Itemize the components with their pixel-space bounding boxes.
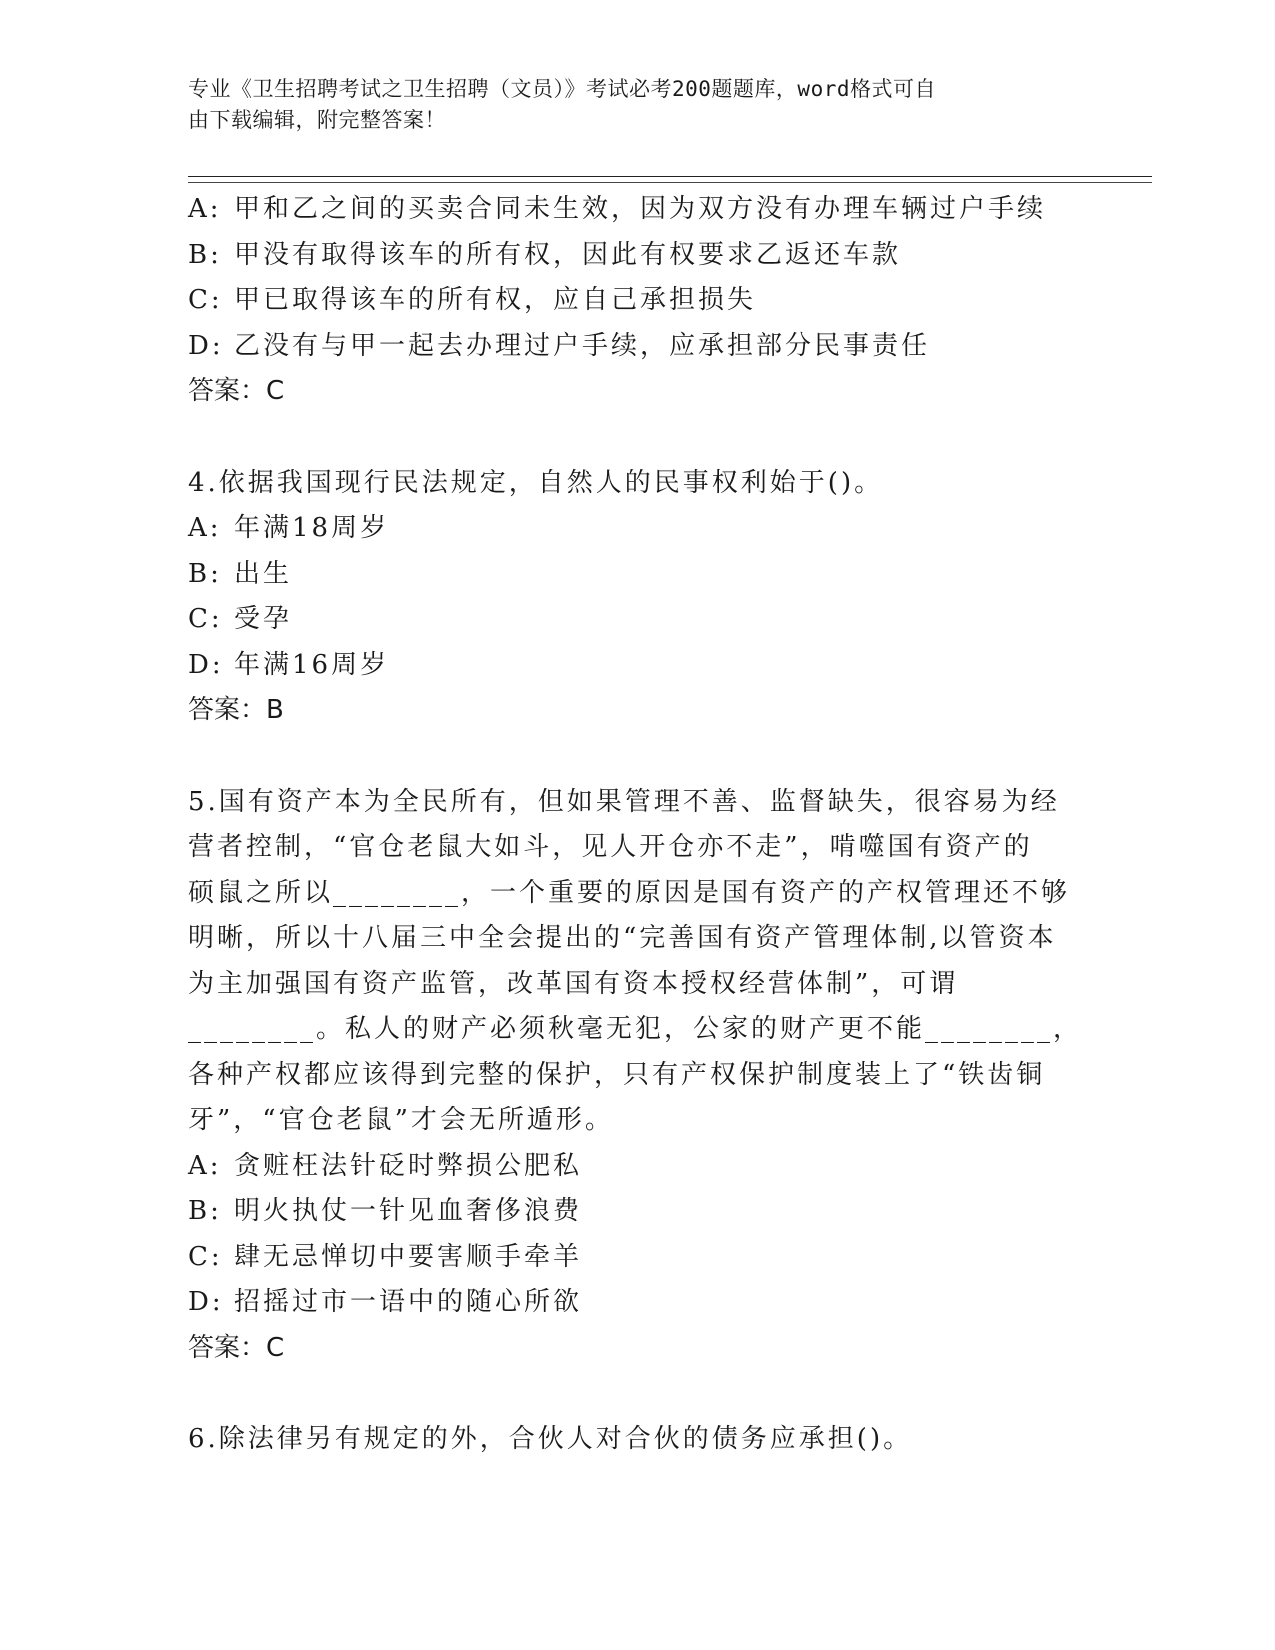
option-text: 甲已取得该车的所有权，应自己承担损失 — [234, 285, 757, 315]
header-line-1: 专业《卫生招聘考试之卫生招聘（文员）》考试必考200题题库，word格式可自 — [188, 77, 936, 101]
question-stem: 6.除法律另有规定的外，合伙人对合伙的债务应承担()。 — [188, 1424, 913, 1454]
header-rule-thin — [188, 182, 1152, 183]
question-stem-line: 营者控制，“官仓老鼠大如斗，见人开仓亦不走”，啃噬国有资产的 — [188, 832, 1033, 862]
question-stem-line: 5.国有资产本为全民所有，但如果管理不善、监督缺失，很容易为经 — [188, 786, 1060, 817]
option-b — [188, 552, 1068, 598]
option-a — [188, 1144, 1068, 1190]
option-b — [188, 233, 1068, 279]
option-text: 年满18周岁 — [234, 513, 390, 543]
answer: 答案：C — [188, 1332, 285, 1363]
question-stem-line: 牙”，“官仓老鼠”才会无所遁形。 — [188, 1105, 614, 1135]
option-c — [188, 1235, 1068, 1281]
option-letter: B: — [188, 558, 222, 589]
answer: 答案：C — [188, 376, 285, 406]
option-letter: B: — [188, 1196, 222, 1226]
option-letter: A: — [188, 1150, 222, 1181]
option-d — [188, 324, 1068, 370]
option-letter: A: — [188, 194, 222, 224]
question-4 — [188, 461, 1068, 734]
option-letter: C: — [188, 604, 223, 634]
document-header — [188, 74, 1068, 136]
question-stem: 4.依据我国现行民法规定，自然人的民事权利始于()。 — [188, 467, 884, 498]
document-content — [188, 187, 1083, 1463]
option-d — [188, 643, 1068, 689]
question-stem-line: 硕鼠之所以________，一个重要的原因是国有资产的产权管理还不够 — [188, 877, 1071, 908]
question-5 — [188, 780, 1083, 1372]
option-text: 贪赃枉法针砭时弊损公肥私 — [234, 1150, 583, 1181]
question-3 — [188, 187, 1068, 415]
header-rule-thick — [188, 176, 1152, 177]
option-c — [188, 278, 1068, 324]
option-letter: C: — [188, 1241, 223, 1272]
option-a — [188, 506, 1068, 552]
option-letter: B: — [188, 239, 222, 270]
option-text: 甲和乙之间的买卖合同未生效，因为双方没有办理车辆过户手续 — [234, 194, 1047, 224]
option-text: 出生 — [234, 558, 293, 589]
option-letter: D: — [188, 330, 224, 361]
header-line-2: 由下载编辑，附完整答案！ — [188, 108, 446, 132]
option-text: 明火执仗一针见血奢侈浪费 — [234, 1196, 583, 1226]
option-letter: D: — [188, 649, 224, 680]
question-6 — [188, 1417, 1068, 1463]
option-d — [188, 1280, 1068, 1326]
option-c — [188, 597, 1068, 643]
question-stem-line: 明晰，所以十八届三中全会提出的“完善国有资产管理体制,以管资本 — [188, 923, 1057, 953]
option-text: 甲没有取得该车的所有权，因此有权要求乙返还车款 — [234, 239, 902, 270]
option-letter: A: — [188, 513, 222, 543]
option-letter: C: — [188, 285, 223, 315]
option-a — [188, 187, 1068, 233]
option-b — [188, 1189, 1068, 1235]
question-stem-line: ________。私人的财产必须秋毫无犯，公家的财产更不能________， — [188, 1014, 1083, 1044]
option-text: 受孕 — [234, 604, 293, 634]
option-text: 招摇过市一语中的随心所欲 — [234, 1287, 583, 1317]
option-letter: D: — [188, 1287, 224, 1317]
option-text: 年满16周岁 — [234, 649, 390, 680]
question-stem-line: 为主加强国有资产监管，改革国有资本授权经营体制”，可谓 — [188, 968, 959, 999]
question-stem-line: 各种产权都应该得到完整的保护，只有产权保护制度装上了“铁齿铜 — [188, 1059, 1046, 1090]
answer: 答案：B — [188, 695, 284, 725]
option-text: 乙没有与甲一起去办理过户手续，应承担部分民事责任 — [234, 330, 931, 361]
option-text: 肆无忌惮切中要害顺手牵羊 — [234, 1241, 583, 1272]
